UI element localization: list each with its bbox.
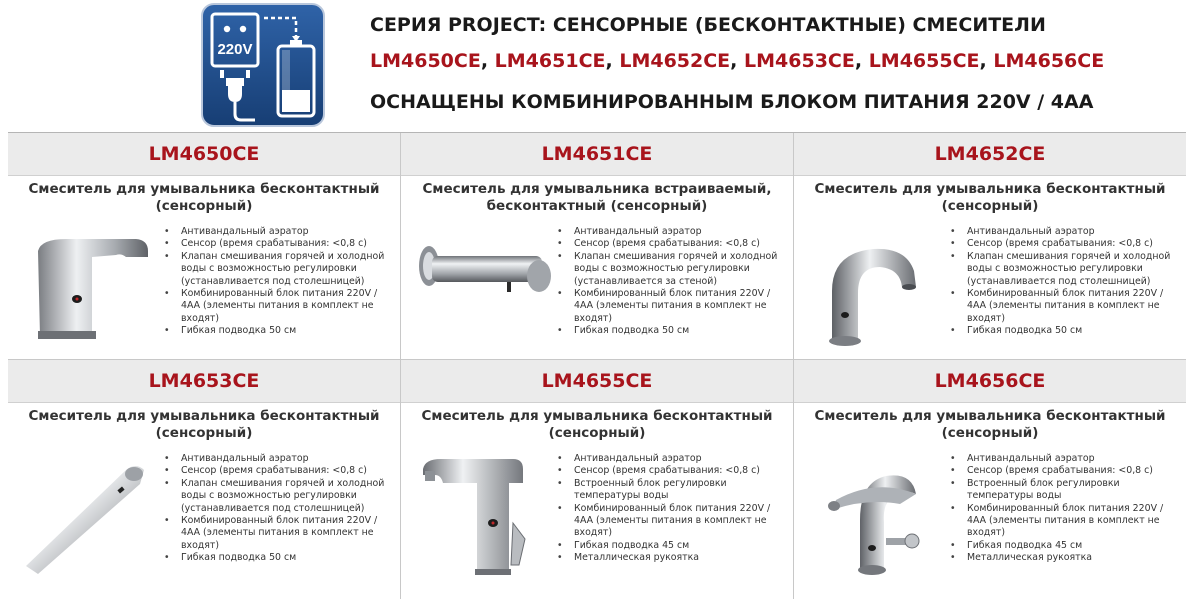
feature-item: • Встроенный блок регулировки температуры воды <box>556 478 791 503</box>
header-model-2: LM4651CE <box>494 50 606 72</box>
feature-item: • Сенсор (время срабатывания: <0,8 с) <box>163 238 398 250</box>
feature-item: • Комбинированный блок питания 220V / 4AA (элементы питания в комплект не входят) <box>163 515 398 552</box>
header-title: СЕРИЯ PROJECT: СЕНСОРНЫЕ (БЕСКОНТАКТНЫЕ) СМЕСИТЕЛИ <box>370 14 1046 36</box>
feature-item: • Клапан смешивания горячей и холодной воды с возможностью регулировки (устанавливается под столешницей) <box>163 251 398 288</box>
product-card-lm4653ce <box>8 360 400 587</box>
feature-list <box>163 226 398 338</box>
divider <box>400 133 401 599</box>
product-card-lm4656ce <box>794 360 1186 587</box>
power-supply-logo <box>200 2 326 128</box>
product-title: Смеситель для умывальника бесконтактный (сенсорный) <box>28 181 380 214</box>
feature-list <box>163 453 398 565</box>
logo-voltage-label: 220V <box>217 41 253 58</box>
model-name: LM4655CE <box>401 360 793 403</box>
feature-list <box>949 226 1184 338</box>
product-card-lm4652ce <box>794 133 1186 360</box>
feature-item: • Антивандальный аэратор <box>163 226 398 238</box>
faucet-image <box>818 231 943 356</box>
header-models: LM4650CE, LM4651CE, LM4652CE, LM4653CE, LM4655CE, LM4656CE <box>370 50 1105 72</box>
faucet-image <box>407 238 557 318</box>
product-title: Смеситель для умывальника бесконтактный (сенсорный) <box>814 408 1166 441</box>
product-card-lm4651ce <box>401 133 793 360</box>
feature-list <box>949 453 1184 565</box>
feature-item: • Металлическая рукоятка <box>949 552 1184 564</box>
feature-item: • Гибкая подводка 45 см <box>556 540 791 552</box>
feature-item: • Комбинированный блок питания 220V / 4AA (элементы питания в комплект не входят) <box>949 288 1184 325</box>
feature-item: • Гибкая подводка 45 см <box>949 540 1184 552</box>
feature-item: • Сенсор (время срабатывания: <0,8 с) <box>949 465 1184 477</box>
faucet-image <box>18 458 163 578</box>
header-model-5: LM4655CE <box>868 50 980 72</box>
feature-item: • Гибкая подводка 50 см <box>949 325 1184 337</box>
divider <box>793 133 794 599</box>
header-model-4: LM4653CE <box>744 50 855 72</box>
model-name: LM4653CE <box>8 360 400 403</box>
header-subtitle: ОСНАЩЕНЫ КОМБИНИРОВАННЫМ БЛОКОМ ПИТАНИЯ 220V / 4AA <box>370 91 1094 113</box>
feature-item: • Встроенный блок регулировки температуры воды <box>949 478 1184 503</box>
feature-item: • Антивандальный аэратор <box>949 453 1184 465</box>
product-grid <box>8 132 1186 599</box>
feature-item: • Антивандальный аэратор <box>556 226 791 238</box>
feature-item: • Гибкая подводка 50 см <box>163 325 398 337</box>
feature-list <box>556 226 791 338</box>
model-name: LM4656CE <box>794 360 1186 403</box>
feature-item: • Сенсор (время срабатывания: <0,8 с) <box>949 238 1184 250</box>
feature-item: • Комбинированный блок питания 220V / 4AA (элементы питания в комплект не входят) <box>556 288 791 325</box>
header-power-spec: 220V / 4AA <box>976 91 1094 113</box>
feature-item: • Антивандальный аэратор <box>556 453 791 465</box>
model-name: LM4650CE <box>8 133 400 176</box>
feature-item: • Клапан смешивания горячей и холодной воды с возможностью регулировки (устанавливается под столешницей) <box>163 478 398 515</box>
product-title: Смеситель для умывальника бесконтактный (сенсорный) <box>814 181 1166 214</box>
header-model-1: LM4650CE <box>370 50 481 72</box>
feature-item: • Гибкая подводка 50 см <box>556 325 791 337</box>
header-separator: , <box>480 50 495 72</box>
feature-item: • Гибкая подводка 50 см <box>163 552 398 564</box>
product-card-lm4650ce <box>8 133 400 360</box>
feature-item: • Сенсор (время срабатывания: <0,8 с) <box>556 238 791 250</box>
feature-item: • Клапан смешивания горячей и холодной воды с возможностью регулировки (устанавливается под столешницей) <box>949 251 1184 288</box>
feature-item: • Комбинированный блок питания 220V / 4AA (элементы питания в комплект не входят) <box>556 503 791 540</box>
feature-item: • Антивандальный аэратор <box>163 453 398 465</box>
product-title: Смеситель для умывальника бесконтактный (сенсорный) <box>421 408 773 441</box>
feature-item: • Клапан смешивания горячей и холодной воды с возможностью регулировки (устанавливается за стеной) <box>556 251 791 288</box>
faucet-image <box>816 458 946 583</box>
model-name: LM4651CE <box>401 133 793 176</box>
product-title: Смеситель для умывальника бесконтактный (сенсорный) <box>28 408 380 441</box>
faucet-image <box>413 453 553 578</box>
product-title: Смеситель для умывальника встраиваемый, бесконтактный (сенсорный) <box>422 181 772 214</box>
feature-item: • Комбинированный блок питания 220V / 4AA (элементы питания в комплект не входят) <box>949 503 1184 540</box>
feature-item: • Металлическая рукоятка <box>556 552 791 564</box>
feature-item: • Сенсор (время срабатывания: <0,8 с) <box>163 465 398 477</box>
feature-item: • Комбинированный блок питания 220V / 4AA (элементы питания в комплект не входят) <box>163 288 398 325</box>
header-model-6: LM4656CE <box>993 50 1105 72</box>
model-name: LM4652CE <box>794 133 1186 176</box>
feature-list <box>556 453 791 565</box>
feature-item: • Антивандальный аэратор <box>949 226 1184 238</box>
feature-item: • Сенсор (время срабатывания: <0,8 с) <box>556 465 791 477</box>
faucet-image <box>26 231 161 346</box>
product-card-lm4655ce <box>401 360 793 587</box>
divider <box>8 359 1186 360</box>
header-model-3: LM4652CE <box>619 50 731 72</box>
